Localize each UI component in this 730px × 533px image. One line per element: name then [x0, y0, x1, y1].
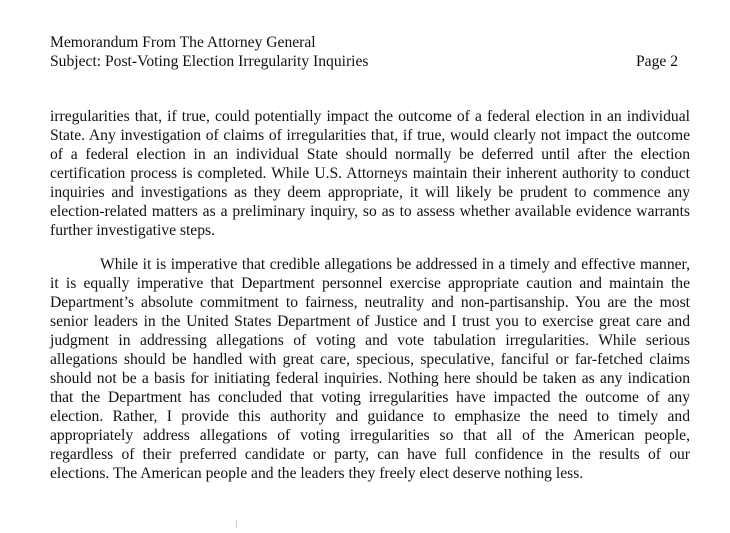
memo-title: Memorandum From The Attorney General — [50, 34, 316, 51]
text-line: allegations should be handled with great care, specious, speculative, fanciful or far-fetched claims — [50, 351, 690, 368]
text-line: should not be a basis for initiating federal inquiries. Nothing here should be taken as any indication — [50, 370, 690, 387]
text-line: of a federal election in an individual State should normally be deferred until after the election — [50, 146, 690, 163]
paragraph-2 — [50, 255, 690, 483]
text-line: further investigative steps. — [50, 222, 215, 239]
text-line: certification process is completed. While U.S. Attorneys maintain their inherent authority to conduct — [50, 165, 690, 182]
text-line: regardless of their preferred candidate or party, can have full confidence in the results of our — [50, 446, 690, 463]
text-line: judgment in addressing allegations of voting and vote tabulation irregularities. While serious — [50, 332, 690, 349]
text-line: it is equally imperative that Department personnel exercise appropriate caution and maintain the — [50, 275, 690, 292]
text-line: inquiries and investigations as they deem appropriate, it will likely be prudent to commence any — [50, 184, 690, 201]
scan-mark — [236, 520, 237, 528]
text-line: election-related matters as a preliminary inquiry, so as to assess whether available evidence warrants — [50, 203, 690, 220]
text-line: appropriately address allegations of voting irregularities so that all of the American people, — [50, 427, 690, 444]
text-line: Department’s absolute commitment to fairness, neutrality and non-partisanship. You are the most — [50, 294, 690, 311]
text-line: State. Any investigation of claims of irregularities that, if true, would clearly not impact the outcome — [50, 127, 690, 144]
paragraph-1 — [50, 107, 690, 240]
memo-subject: Subject: Post-Voting Election Irregularity Inquiries — [50, 53, 369, 70]
text-line: senior leaders in the United States Department of Justice and I trust you to exercise great care and — [50, 313, 690, 330]
page-number: Page 2 — [635, 53, 678, 70]
text-line: elections. The American people and the leaders they freely elect deserve nothing less. — [50, 465, 584, 482]
text-line: that the Department has concluded that voting irregularities have impacted the outcome of any — [50, 389, 690, 406]
text-line: irregularities that, if true, could potentially impact the outcome of a federal election in an individual — [50, 108, 690, 125]
text-line: election. Rather, I provide this authority and guidance to emphasize the need to timely and — [50, 408, 690, 425]
text-line: While it is imperative that credible allegations be addressed in a timely and effective manner, — [100, 256, 690, 273]
